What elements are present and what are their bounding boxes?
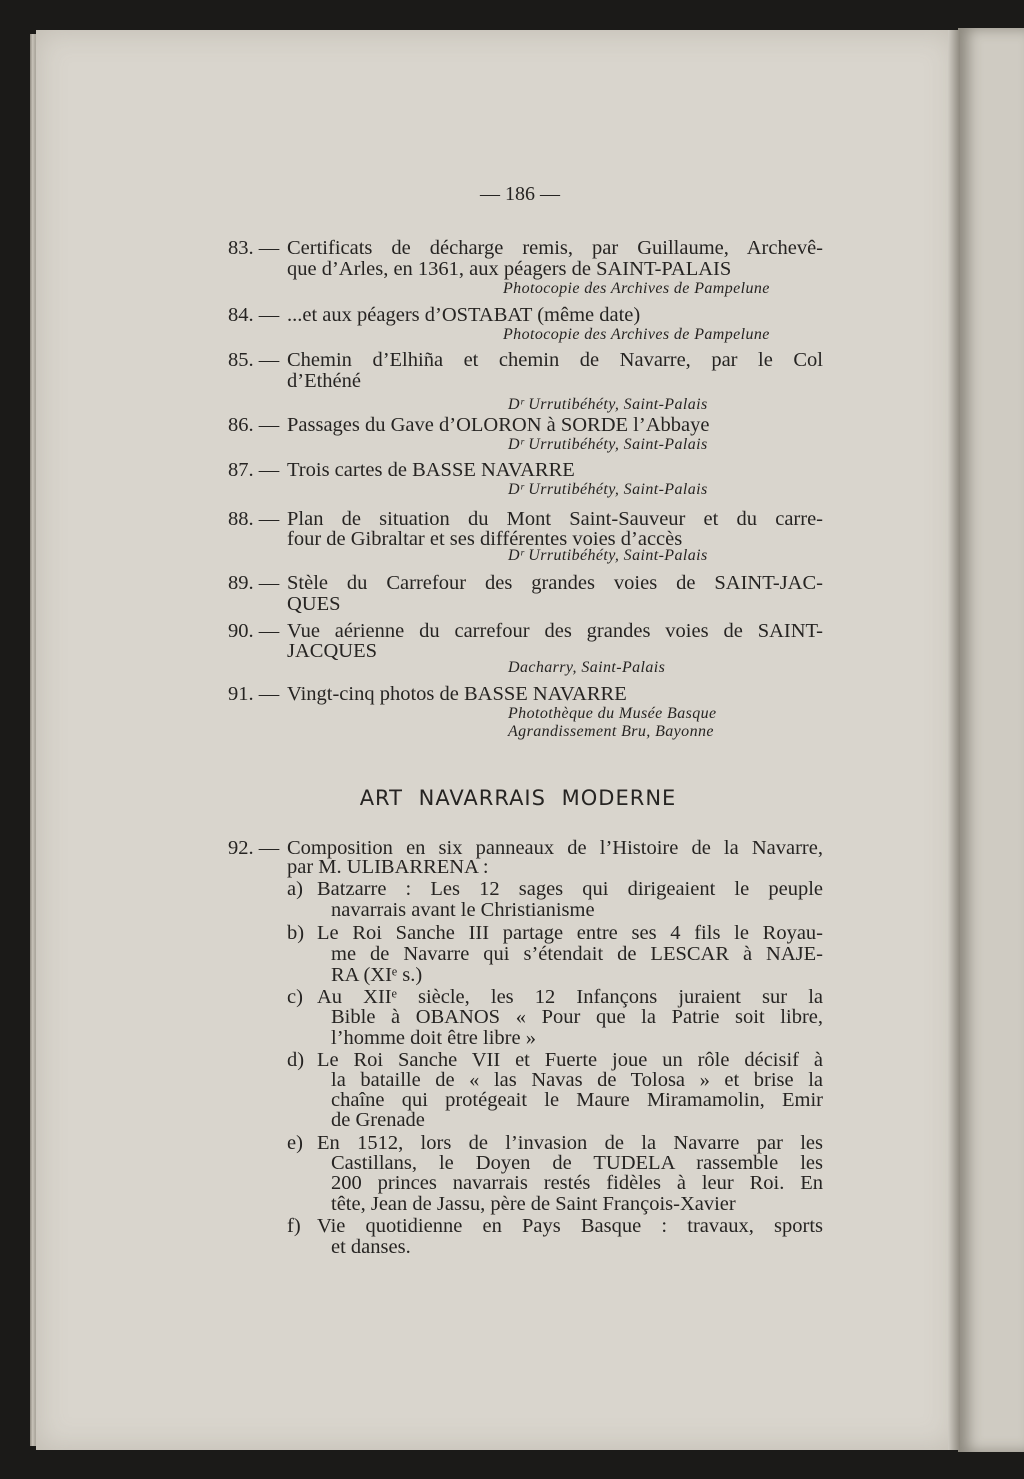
entry-text-line: ...et aux péagers d’OSTABAT (même date) — [287, 304, 641, 326]
subitem-text-line: tête, Jean de Jassu, père de Saint François-Xavier — [331, 1193, 736, 1215]
entry-attribution: Dacharry, Saint-Palais — [508, 659, 666, 676]
subitem-label: a) — [287, 878, 303, 900]
entry-number: 91. — — [228, 683, 280, 705]
subitem-text-line: Castillans, le Doyen de TUDELA rassemble les — [331, 1152, 823, 1174]
entry-text-line: Chemin d’Elhiña et chemin de Navarre, par le Col — [287, 349, 823, 371]
entry-attribution: Photothèque du Musée Basque — [508, 705, 717, 722]
entry-text-line: Composition en six panneaux de l’Histoire de la Navarre, — [287, 837, 823, 859]
entry-text-line: d’Ethéné — [287, 370, 361, 392]
entry-text-line: Stèle du Carrefour des grandes voies de SAINT-JAC- — [287, 572, 823, 594]
entry-number: 87. — — [228, 459, 280, 481]
entry-text-line: four de Gibraltar et ses différentes voies d’accès — [287, 528, 683, 550]
subitem-text-line: Le Roi Sanche III partage entre ses 4 fils le Royau- — [317, 922, 823, 944]
entry-text-line: QUES — [287, 593, 341, 615]
entry-number: 83. — — [228, 237, 280, 259]
entry-number: 89. — — [228, 572, 280, 594]
subitem-text-line: Bible à OBANOS « Pour que la Patrie soit libre, — [331, 1006, 823, 1028]
page-number: — 186 — — [480, 183, 560, 205]
entry-text-line: Certificats de décharge remis, par Guillaume, Archevê- — [287, 237, 823, 259]
subitem-label: d) — [287, 1049, 305, 1071]
subitem-text-line: Batzarre : Les 12 sages qui dirigeaient le peuple — [317, 878, 823, 900]
entry-attribution: Dʳ Urrutibéhéty, Saint-Palais — [508, 396, 708, 413]
entry-number: 88. — — [228, 508, 280, 530]
subitem-text-line: me de Navarre qui s’étendait de LESCAR à NAJE- — [331, 943, 823, 965]
entry-number: 85. — — [228, 349, 280, 371]
subitem-text-line: et danses. — [331, 1236, 411, 1258]
entry-attribution: Photocopie des Archives de Pampelune — [503, 326, 770, 343]
entry-text-line: Trois cartes de BASSE NAVARRE — [287, 459, 575, 481]
entry-text-line: Vingt-cinq photos de BASSE NAVARRE — [287, 683, 627, 705]
entry-text-line: Vue aérienne du carrefour des grandes voies de SAINT- — [287, 620, 823, 642]
subitem-text-line: chaîne qui protégeait le Maure Miramamolin, Emir — [331, 1089, 823, 1111]
entry-text-line: par M. ULIBARRENA : — [287, 856, 489, 878]
entry-text-line: que d’Arles, en 1361, aux péagers de SAINT-PALAIS — [287, 258, 732, 280]
subitem-text-line: la bataille de « las Navas de Tolosa » et brise la — [331, 1069, 823, 1091]
entry-attribution: Photocopie des Archives de Pampelune — [503, 280, 770, 297]
entry-text-line: Plan de situation du Mont Saint-Sauveur et du carre- — [287, 508, 823, 530]
subitem-text-line: l’homme doit être libre » — [331, 1027, 536, 1049]
subitem-text-line: Au XIIᵉ siècle, les 12 Infançons juraient sur la — [317, 986, 823, 1008]
subitem-text-line: En 1512, lors de l’invasion de la Navarre par les — [317, 1132, 823, 1154]
entry-number: 92. — — [228, 837, 280, 859]
entry-attribution: Dʳ Urrutibéhéty, Saint-Palais — [508, 436, 708, 453]
subitem-text-line: RA (XIᵉ s.) — [331, 964, 423, 986]
subitem-label: c) — [287, 986, 303, 1008]
entry-attribution: Dʳ Urrutibéhéty, Saint-Palais — [508, 481, 708, 498]
entry-attribution: Agrandissement Bru, Bayonne — [508, 723, 714, 740]
book-gutter — [948, 30, 960, 1450]
entry-number: 84. — — [228, 304, 280, 326]
subitem-text-line: Vie quotidienne en Pays Basque : travaux, sports — [317, 1215, 823, 1237]
subitem-text-line: de Grenade — [331, 1109, 425, 1131]
subitem-text-line: navarrais avant le Christianisme — [331, 899, 595, 921]
entry-text-line: Passages du Gave d’OLORON à SORDE l’Abbaye — [287, 414, 710, 436]
subitem-text-line: Le Roi Sanche VII et Fuerte joue un rôle décisif à — [317, 1049, 823, 1071]
subitem-text-line: 200 princes navarrais restés fidèles à leur Roi. En — [331, 1172, 823, 1194]
facing-page-edge — [958, 28, 1024, 1452]
entry-number: 90. — — [228, 620, 280, 642]
subitem-label: f) — [287, 1215, 301, 1237]
entry-text-line: JACQUES — [287, 640, 377, 662]
entry-number: 86. — — [228, 414, 280, 436]
entry-attribution: Dʳ Urrutibéhéty, Saint-Palais — [508, 547, 708, 564]
subitem-label: b) — [287, 922, 305, 944]
subitem-label: e) — [287, 1132, 303, 1154]
section-heading: ART NAVARRAIS MODERNE — [359, 786, 677, 810]
